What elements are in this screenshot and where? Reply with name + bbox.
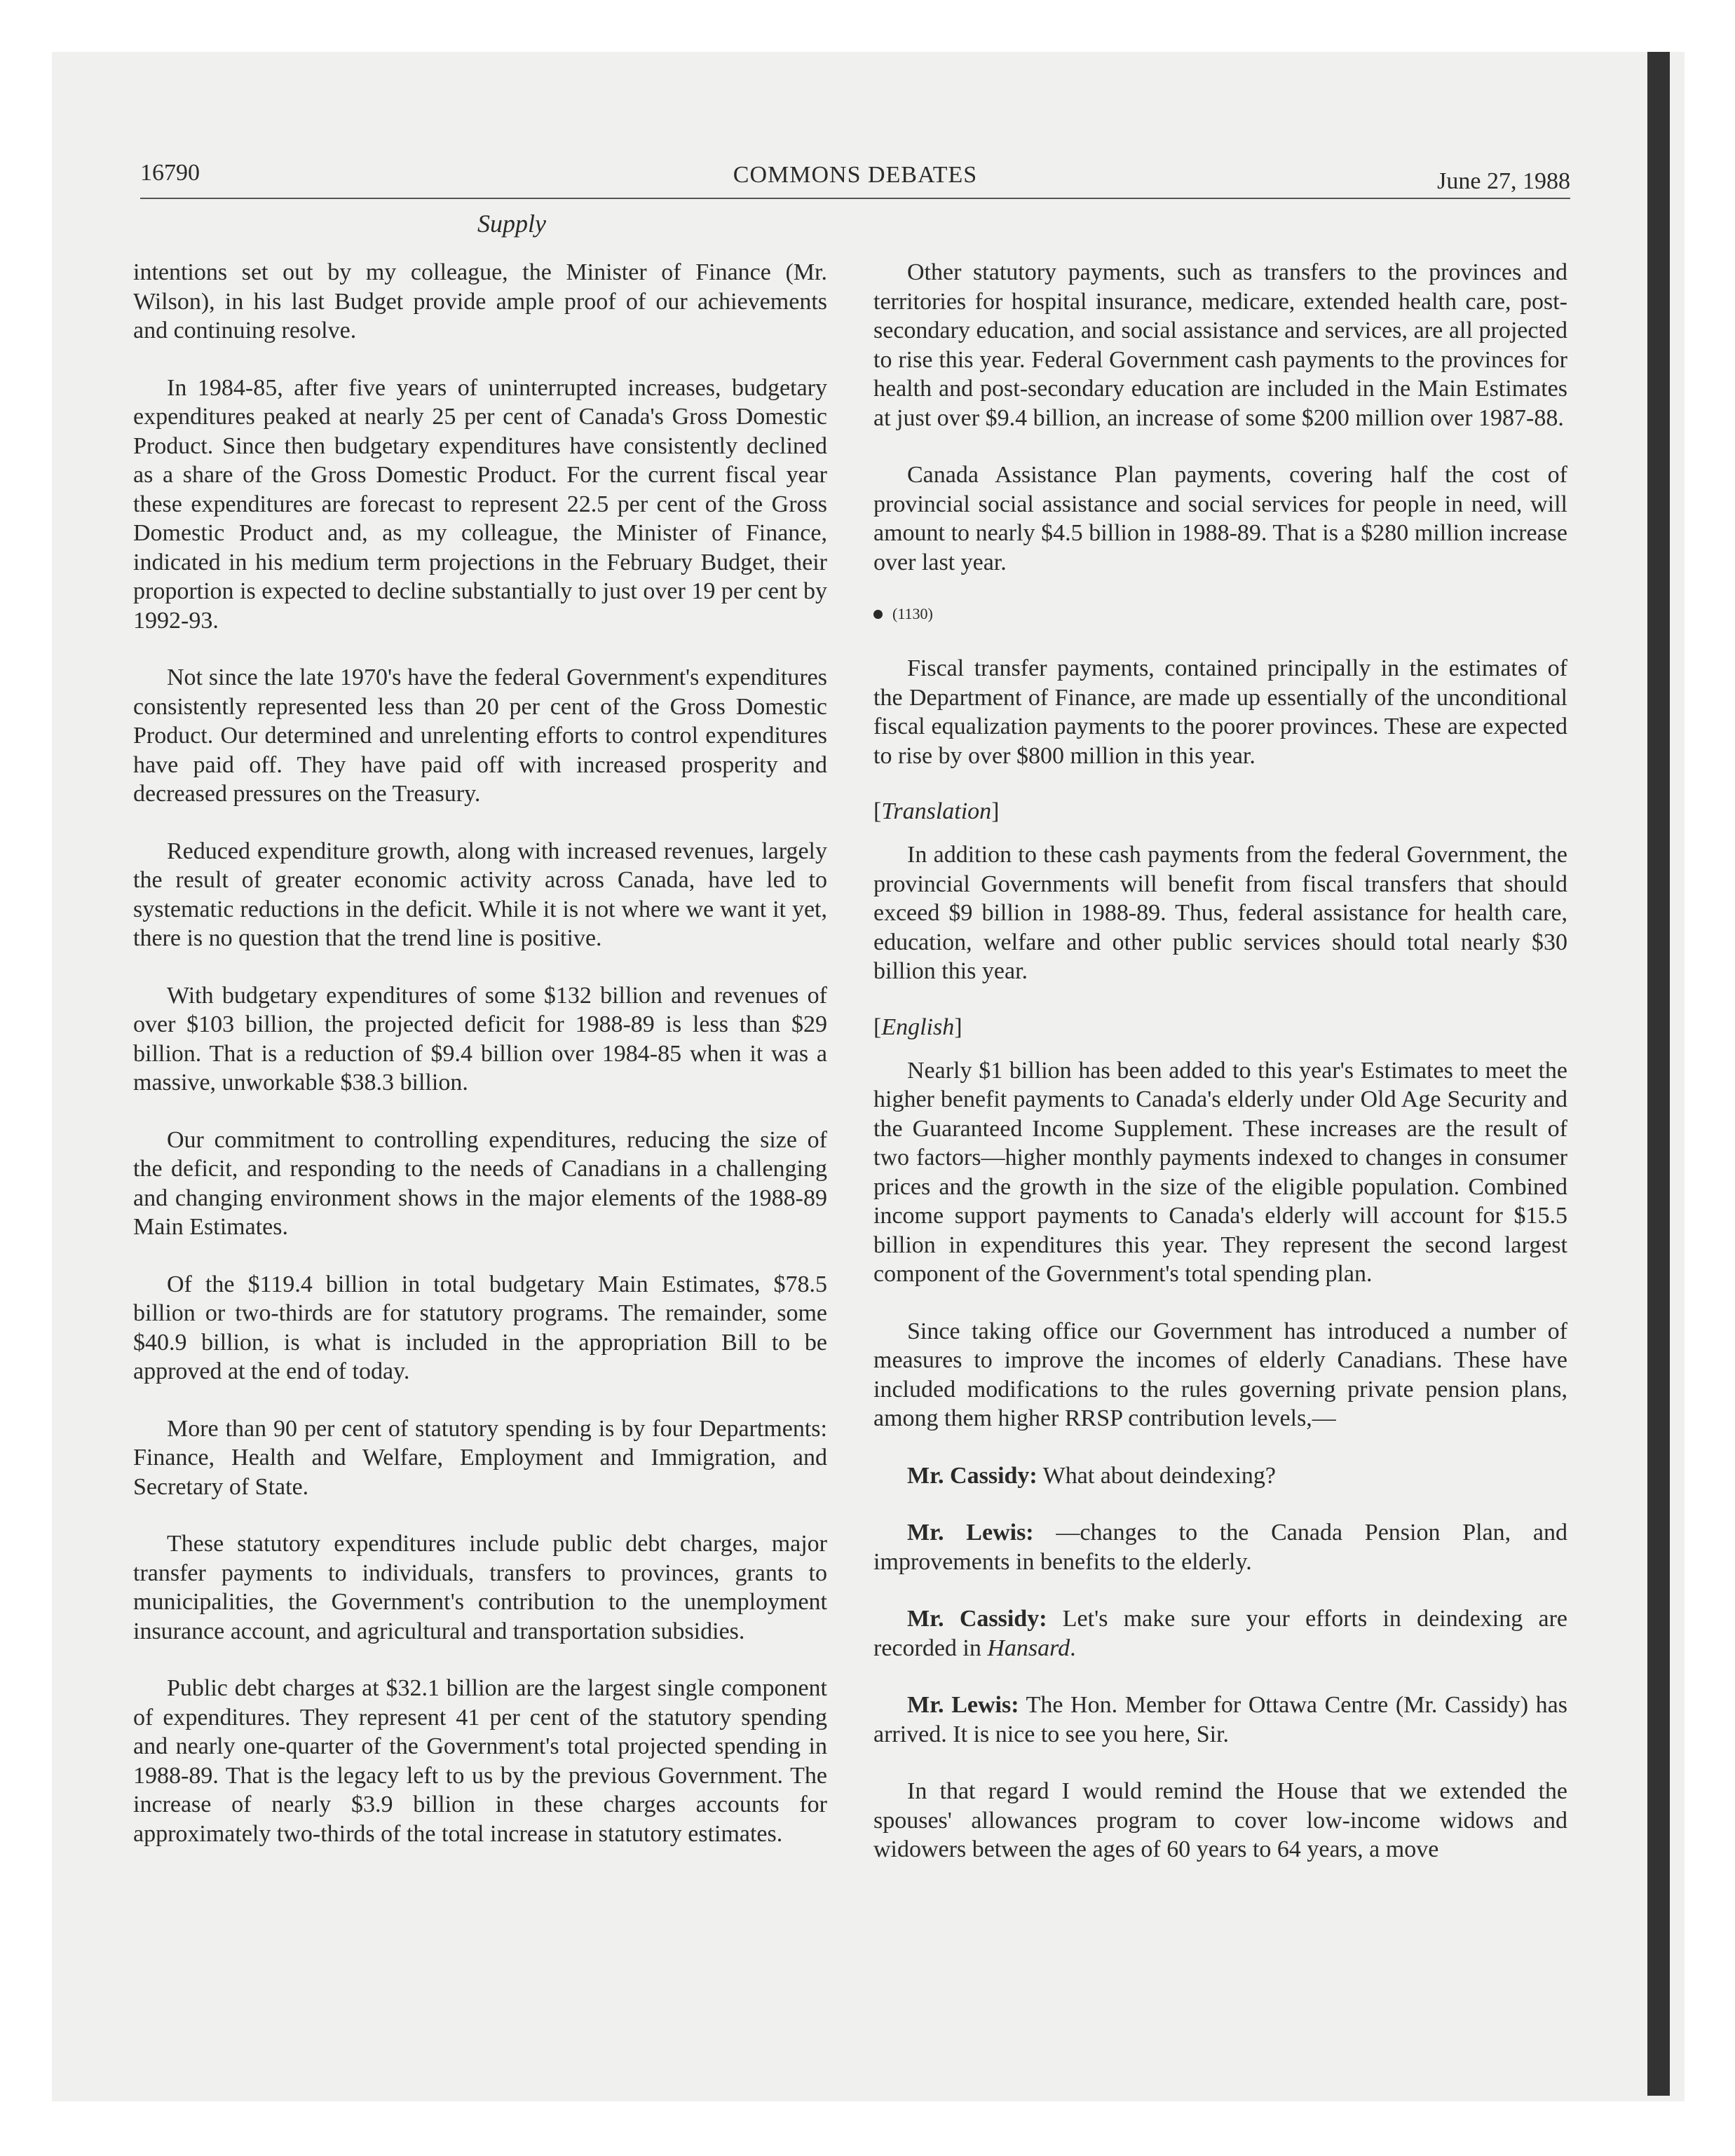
time-marker-label: (1130)	[892, 605, 933, 622]
issue-date: June 27, 1988	[1437, 168, 1570, 194]
scan-edge-shadow	[1647, 52, 1670, 2096]
paragraph: Of the $119.4 billion in total budgetary Main Estimates, $78.5 billion or two-thirds are for statutory programs. The remainder, some $40.9 billion, is what is included in the appropriation Bill to be approved at the end of today.	[133, 1271, 827, 1384]
header-rule	[140, 198, 1570, 199]
speech-lewis	[873, 1518, 1567, 1576]
paragraph: Our commitment to controlling expenditures, reducing the size of the deficit, and responding to the needs of Canadians in a challenging and changing environment shows in the major elements of the 1988-89 Main Estimates.	[133, 1126, 827, 1240]
speech-text: What about deindexing?	[1037, 1462, 1276, 1489]
paragraph: Not since the late 1970's have the federal Government's expenditures consistently represented less than 20 per cent of the Gross Domestic Product. Our determined and unrelenting efforts to control expenditures have paid off. They have paid off with increased prosperity and decreased pressures on the Treasury.	[133, 664, 827, 807]
right-column	[873, 258, 1567, 1892]
speaker-name: Mr. Cassidy:	[907, 1462, 1037, 1489]
speech-cassidy	[873, 1604, 1567, 1663]
paragraph: In addition to these cash payments from the federal Government, the provincial Governments will benefit from fiscal transfers that should exceed $9 billion in 1988-89. Thus, federal assistance for health care, education, welfare and other public services should total nearly $30 billion this year.	[873, 842, 1567, 984]
paragraph: intentions set out by my colleague, the Minister of Finance (Mr. Wilson), in his last Budget provide ample proof of our achievements and continuing resolve.	[133, 259, 827, 343]
journal-title: COMMONS DEBATES	[733, 162, 978, 188]
paragraph: In 1984-85, after five years of uninterrupted increases, budgetary expenditures peaked at nearly 25 per cent of Canada's Gross Domestic Product. Since then budgetary expenditures have consistently declined as a share of the Gross Domestic Product. For the current fiscal year these expenditures are forecast to represent 22.5 per cent of the Gross Domestic Product and, as my colleague, the Minister of Finance, indicated in his medium term projections in the February Budget, their proportion is expected to decline substantially to just over 19 per cent by 1992-93.	[133, 374, 827, 634]
paragraph: More than 90 per cent of statutory spending is by four Departments: Finance, Health and Welfare, Employment and Immigration, and Secretary of State.	[133, 1415, 827, 1500]
speech-lewis	[873, 1691, 1567, 1749]
english-label: [English]	[873, 1014, 962, 1040]
paragraph: Nearly $1 billion has been added to this year's Estimates to meet the higher benefit payments to Canada's elderly under Old Age Security and the Guaranteed Income Supplement. These increases are the result of two factors—higher monthly payments indexed to changes in consumer prices and the growth in the size of the eligible population. Combined income support payments to Canada's elderly will account for $15.5 billion in expenditures this year. They represent the second largest component of the Government's total spending plan.	[873, 1057, 1567, 1287]
paragraph: Canada Assistance Plan payments, covering half the cost of provincial social assistance and social services for people in need, will amount to nearly $4.5 billion in 1988-89. That is a $280 million increase over last year.	[873, 462, 1567, 575]
speaker-name: Mr. Lewis:	[907, 1692, 1019, 1718]
speech-cassidy	[873, 1461, 1567, 1491]
translation-label-text: Translation	[881, 798, 992, 824]
paragraph: In that regard I would remind the House that we extended the spouses' allowances program to cover low-income widows and widowers between the ages of 60 years to 64 years, a move	[873, 1778, 1567, 1862]
speaker-name: Mr. Cassidy:	[907, 1606, 1047, 1632]
paragraph: Since taking office our Government has introduced a number of measures to improve the incomes of elderly Canadians. These have included modifications to the rules governing private pension plans, among them higher RRSP contribution levels,—	[873, 1318, 1567, 1431]
speech-text: The Hon. Member for Ottawa Centre (Mr. Cassidy) has arrived. It is nice to see you here, Sir.	[873, 1692, 1567, 1747]
left-column	[133, 258, 827, 1876]
page-number: 16790	[140, 160, 200, 186]
page-header	[140, 160, 1570, 202]
paragraph: With budgetary expenditures of some $132 billion and revenues of over $103 billion, the projected deficit for 1988-89 is less than $29 billion. That is a reduction of $9.4 billion over 1984-85 when it was a massive, unworkable $38.3 billion.	[133, 982, 827, 1096]
paragraph: Fiscal transfer payments, contained principally in the estimates of the Department of Finance, are made up essentially of the unconditional fiscal equalization payments to the poorer provinces. These are expected to rise by over $800 million in this year.	[873, 655, 1567, 769]
paragraph: Other statutory payments, such as transfers to the provinces and territories for hospital insurance, medicare, extended health care, post-secondary education, and social assistance and services, are all projected to rise this year. Federal Government cash payments to the provinces for health and post-secondary education are included in the Main Estimates at just over $9.4 billion, an increase of some $200 million over 1987-88.	[873, 259, 1567, 431]
speech-text: Let's make sure your efforts in deindexing are recorded in	[873, 1606, 1567, 1661]
speech-text: —changes to the Canada Pension Plan, and improvements in benefits to the elderly.	[873, 1520, 1568, 1575]
english-label-text: English	[881, 1014, 955, 1040]
speech-end: .	[1070, 1635, 1076, 1661]
paragraph: These statutory expenditures include public debt charges, major transfer payments to individuals, transfers to provinces, grants to municipalities, the Government's contribution to the unemployment insurance account, and agricultural and transportation subsidies.	[133, 1531, 827, 1644]
section-title: Supply	[477, 210, 546, 238]
translation-label: [Translation]	[873, 798, 1000, 824]
paragraph: Public debt charges at $32.1 billion are the largest single component of expenditures. They represent 41 per cent of the statutory spending and nearly one-quarter of the Government's total projected spending in 1988-89. That is the legacy left to us by the previous Government. The increase of nearly $3.9 billion in these charges accounts for approximately two-thirds of the total increase in statutory estimates.	[133, 1675, 827, 1847]
paragraph: Reduced expenditure growth, along with increased revenues, largely the result of greater economic activity across Canada, have led to systematic reductions in the deficit. While it is not where we want it yet, there is no question that the trend line is positive.	[133, 838, 827, 951]
speaker-name: Mr. Lewis:	[907, 1520, 1034, 1546]
time-marker	[873, 605, 1567, 623]
bullet-dot-icon	[873, 610, 883, 619]
hansard-italic: Hansard	[987, 1635, 1070, 1661]
